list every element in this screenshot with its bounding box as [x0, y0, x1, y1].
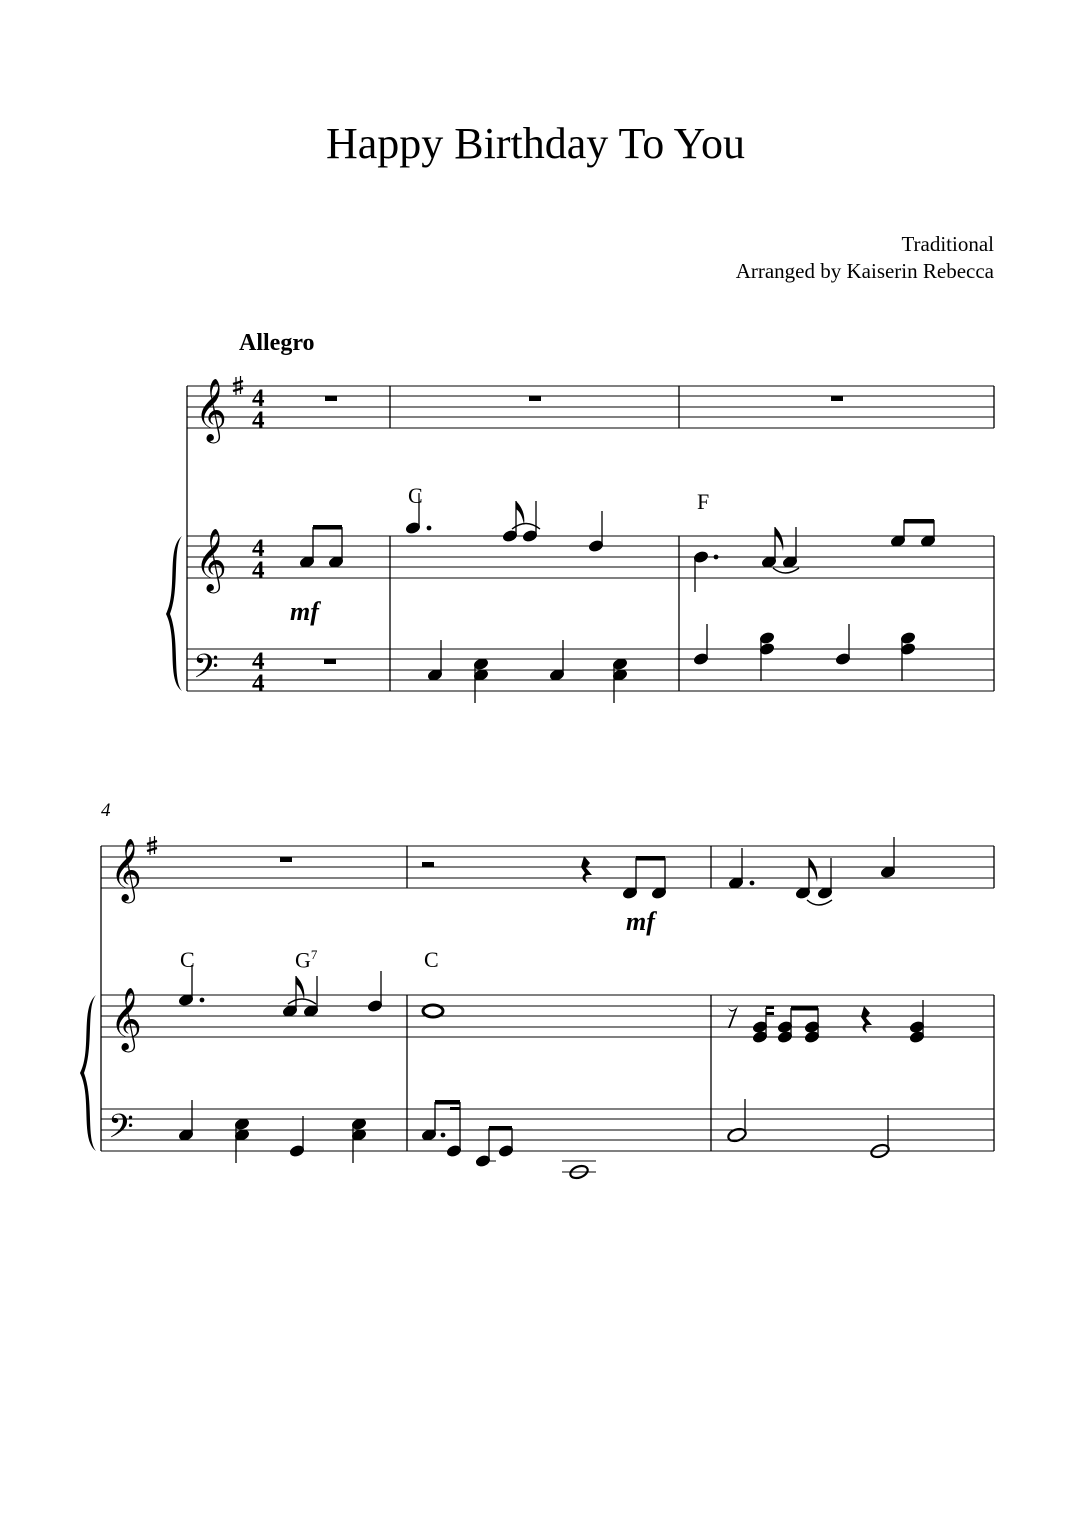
- rh-pickup-notes: [299, 525, 345, 569]
- svg-text:4: 4: [252, 670, 265, 697]
- lh-measure-6: [727, 1099, 891, 1159]
- arranger-credit: Arranged by Kaiserin Rebecca: [735, 259, 994, 283]
- chord-symbol: C: [180, 947, 195, 972]
- page-title: Happy Birthday To You: [325, 119, 746, 168]
- svg-text:4: 4: [252, 407, 265, 434]
- piano-rh-staff-lines: [101, 995, 994, 1037]
- rh-measure-1: [405, 493, 605, 553]
- barlines: [101, 846, 994, 1151]
- treble-clef-icon: 𝄞: [110, 987, 142, 1050]
- treble-clef-icon: 𝄞: [110, 838, 142, 901]
- lh-measure-2: [693, 624, 917, 681]
- whole-rest: [280, 857, 292, 862]
- solo-staff-lines: [187, 386, 994, 428]
- piano-brace: [166, 536, 182, 691]
- chord-symbol: C: [408, 483, 423, 508]
- barlines: [187, 386, 994, 691]
- solo-measure-6: [728, 837, 897, 905]
- dynamic-mark: mf: [626, 907, 655, 936]
- treble-clef-icon: 𝄞: [195, 528, 227, 591]
- half-rest: [324, 659, 336, 664]
- rh-measure-5: [423, 1005, 443, 1017]
- time-signatures: [252, 385, 265, 697]
- piano-lh-staff-lines: [101, 1109, 994, 1151]
- measure-number: 4: [101, 800, 111, 821]
- piano-lh-staff-lines: [187, 649, 994, 691]
- svg-text:4: 4: [252, 535, 265, 562]
- tempo-marking: Allegro: [239, 330, 315, 356]
- svg-text:4: 4: [252, 648, 265, 675]
- whole-rests: [325, 396, 843, 401]
- chord-symbol: F: [697, 489, 710, 514]
- dynamic-mark: mf: [290, 597, 319, 626]
- composer-credit: Traditional: [901, 232, 994, 256]
- system-1: [166, 376, 994, 703]
- system-2: [80, 836, 994, 1180]
- treble-clef-icon: 𝄞: [195, 378, 227, 441]
- rh-measure-2: [693, 519, 937, 592]
- bass-clef-icon: 𝄢: [108, 1108, 134, 1154]
- chord-symbol: $G^7$: [295, 947, 318, 973]
- svg-text:4: 4: [252, 385, 265, 412]
- chord-symbol: C: [424, 947, 439, 972]
- piano-brace: [80, 995, 96, 1151]
- solo-staff-lines: [101, 846, 994, 888]
- svg-text:4: 4: [252, 557, 265, 584]
- bass-clef-icon: 𝄢: [193, 648, 219, 694]
- rh-measure-4: [178, 965, 384, 1018]
